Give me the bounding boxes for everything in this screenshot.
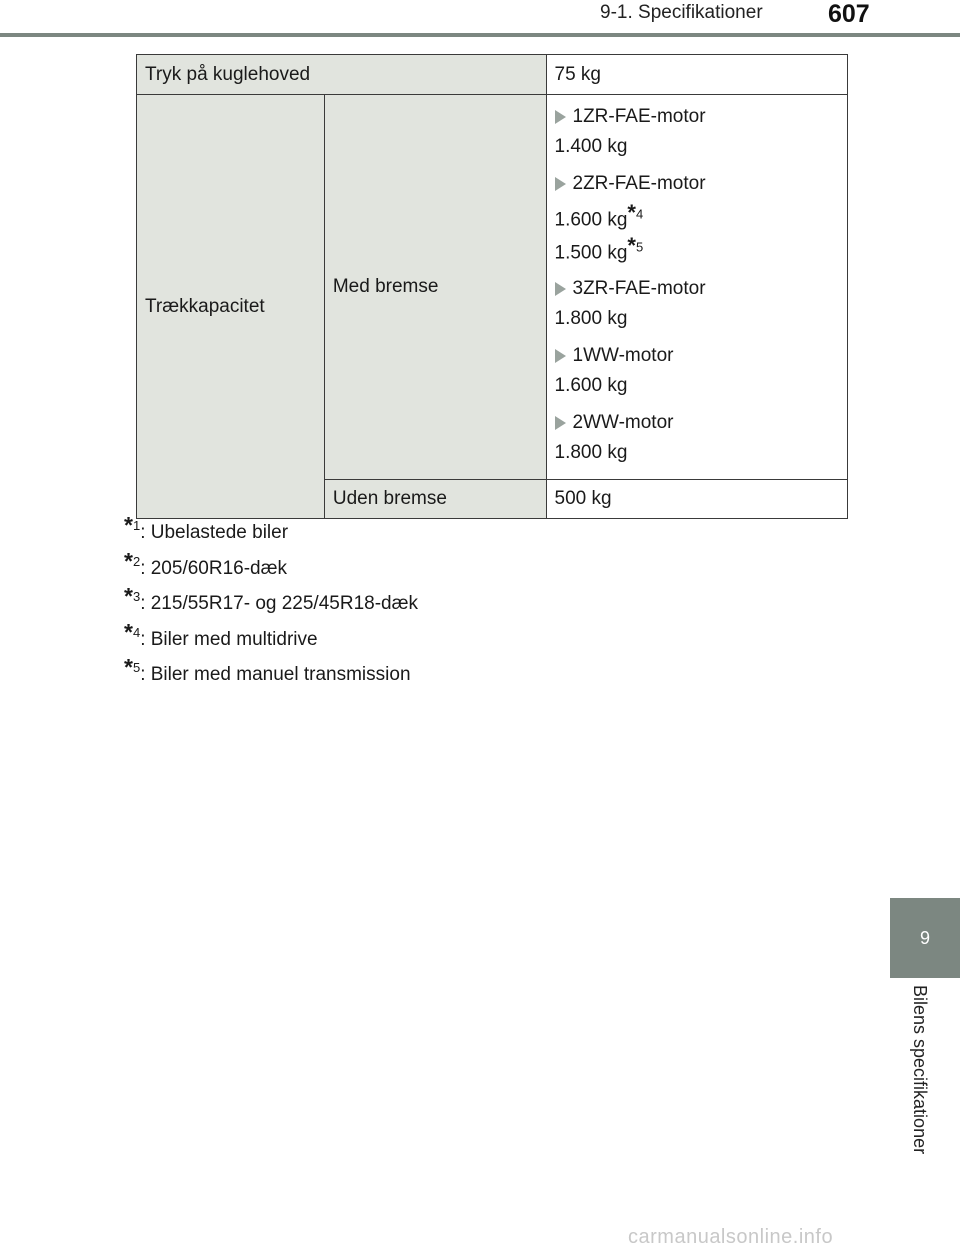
footnote-5 bbox=[124, 650, 418, 686]
towing-capacity-label bbox=[137, 95, 325, 519]
engine-name: 2WW-motor bbox=[572, 412, 674, 433]
footnote-number: 4 bbox=[132, 624, 141, 640]
footnote-number: 5 bbox=[132, 660, 141, 675]
asterisk-mark: * bbox=[124, 618, 133, 645]
footnote-text: : 205/60R16-dæk bbox=[140, 557, 288, 579]
footnote-ref: 4 bbox=[635, 206, 644, 222]
without-brake-value: 500 kg bbox=[546, 480, 848, 519]
engine-3zr bbox=[555, 272, 840, 339]
header-divider bbox=[0, 33, 960, 37]
engine-weight bbox=[555, 200, 840, 265]
asterisk-mark: * bbox=[124, 654, 133, 681]
with-brake-text: Med bremse bbox=[332, 276, 439, 297]
footnote-2 bbox=[124, 544, 418, 580]
engine-2ww bbox=[555, 406, 840, 473]
triangle-right-icon bbox=[555, 110, 566, 124]
engine-1ww bbox=[555, 339, 840, 406]
footnote-ref: 5 bbox=[635, 238, 644, 254]
page-number: 607 bbox=[828, 0, 870, 28]
engine-name: 2ZR-FAE-motor bbox=[572, 173, 706, 194]
footnote-number: 2 bbox=[132, 553, 141, 569]
chapter-tab: 9 bbox=[890, 898, 960, 978]
table-row-with-brake bbox=[137, 95, 848, 480]
table-row-ball-pressure bbox=[137, 55, 848, 95]
footnote-text: : Biler med multidrive bbox=[140, 628, 318, 650]
footnote-1 bbox=[124, 508, 418, 544]
triangle-right-icon bbox=[555, 416, 566, 430]
engine-list-cell bbox=[546, 95, 848, 480]
ball-pressure-label: Tryk på kuglehoved bbox=[137, 55, 547, 95]
engine-name: 3ZR-FAE-motor bbox=[572, 278, 706, 299]
asterisk-mark: * bbox=[124, 512, 133, 539]
ball-pressure-value: 75 kg bbox=[546, 55, 848, 95]
chapter-label: Bilens specifikationer bbox=[910, 985, 930, 1155]
engine-2zr bbox=[555, 167, 840, 272]
engine-name: 1WW-motor bbox=[572, 345, 674, 366]
footnote-number: 1 bbox=[132, 518, 141, 533]
footnote-3 bbox=[124, 579, 418, 615]
asterisk-mark: * bbox=[627, 232, 636, 258]
asterisk-mark: * bbox=[124, 583, 133, 610]
footnote-text: : Biler med manuel transmission bbox=[140, 663, 411, 685]
weight-multidrive: 1.600 kg bbox=[554, 209, 628, 231]
engine-weight: 1.800 kg bbox=[554, 308, 628, 329]
engine-1zr bbox=[555, 100, 840, 167]
without-brake-label: Uden bremse bbox=[324, 480, 546, 519]
weight-manual: 1.500 kg bbox=[554, 242, 628, 263]
triangle-right-icon bbox=[555, 282, 566, 296]
engine-weight: 1.400 kg bbox=[554, 136, 628, 157]
engine-weight: 1.600 kg bbox=[554, 375, 628, 396]
triangle-right-icon bbox=[555, 349, 566, 363]
towing-spec-table bbox=[136, 54, 848, 519]
engine-weight: 1.800 kg bbox=[554, 442, 628, 463]
triangle-right-icon bbox=[555, 177, 566, 191]
towing-capacity-text: Trækkapacitet bbox=[145, 295, 265, 317]
footnote-4 bbox=[124, 615, 418, 651]
watermark: carmanualsonline.info bbox=[628, 1226, 834, 1248]
footnote-text: : 215/55R17- og 225/45R18-dæk bbox=[140, 592, 418, 614]
engine-name: 1ZR-FAE-motor bbox=[572, 106, 706, 127]
asterisk-mark: * bbox=[124, 547, 133, 574]
with-brake-label bbox=[324, 95, 546, 480]
footnotes bbox=[124, 508, 418, 686]
footnote-text: : Ubelastede biler bbox=[140, 521, 289, 543]
section-title: 9-1. Specifikationer bbox=[600, 2, 763, 23]
asterisk-mark: * bbox=[627, 200, 636, 225]
footnote-number: 3 bbox=[132, 589, 141, 604]
